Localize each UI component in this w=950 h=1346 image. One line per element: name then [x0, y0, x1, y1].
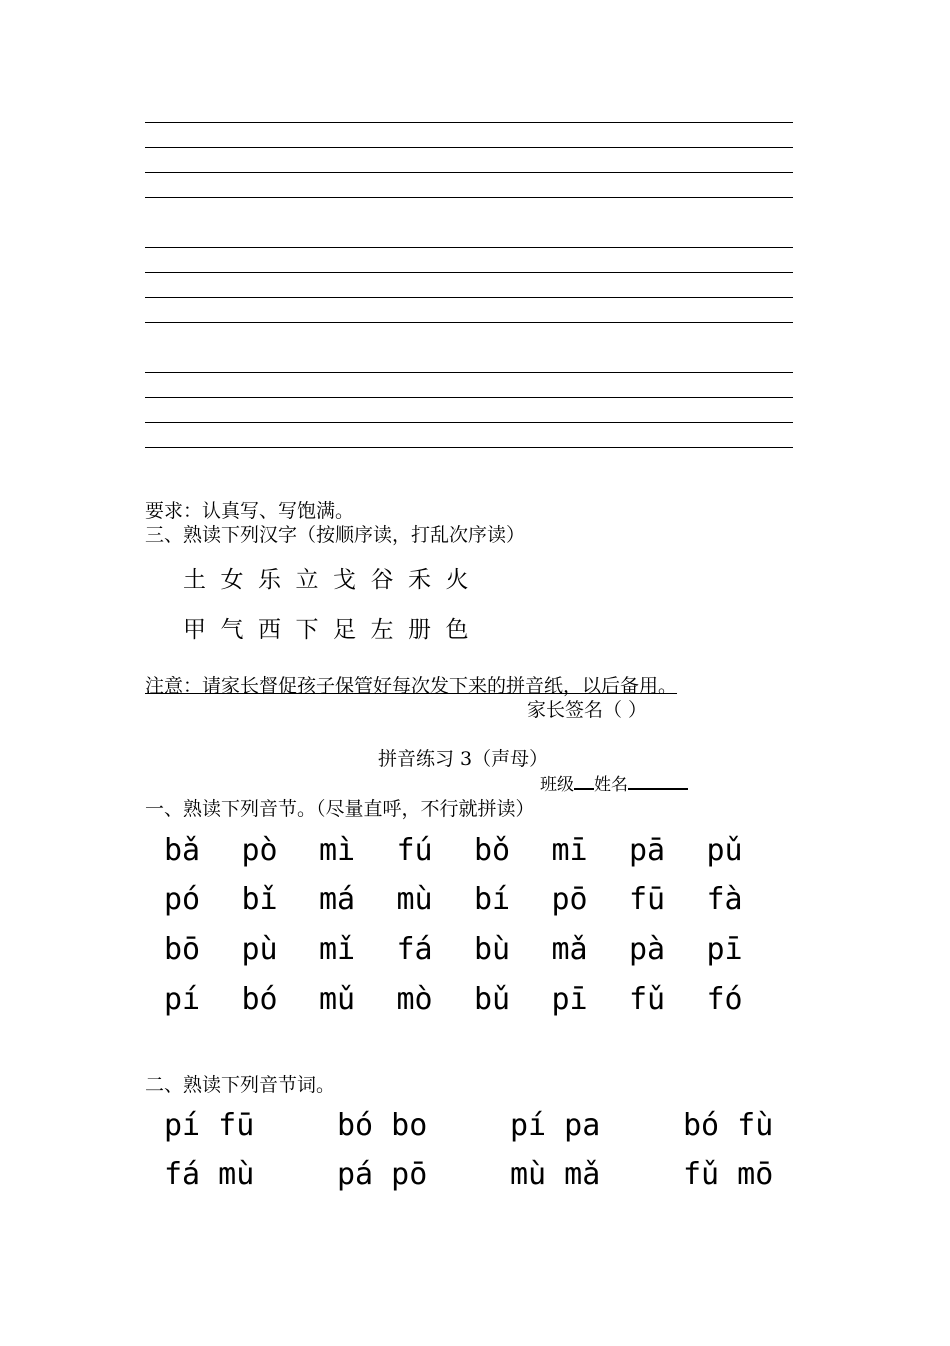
- syllable: pō: [551, 882, 588, 917]
- section3-title: 三、熟读下列汉字（按顺序读，打乱次序读）: [145, 524, 526, 546]
- syllable: bǒ: [474, 833, 511, 868]
- hanzi: 土: [183, 567, 206, 593]
- syllable: pó: [164, 882, 201, 917]
- syllable: mù: [396, 882, 433, 917]
- syllable: bǔ: [474, 982, 511, 1017]
- syllable: pù: [241, 932, 278, 967]
- syllable: bǎ: [164, 833, 201, 868]
- hanzi: 乐: [258, 567, 281, 593]
- hanzi: 色: [445, 617, 469, 643]
- hanzi: 左: [370, 617, 394, 643]
- syllable: fà: [706, 882, 743, 917]
- syllable-word: bó fù: [683, 1108, 774, 1143]
- hanzi: 立: [295, 567, 319, 593]
- requirement-text: 要求：认真写、写饱满。: [145, 500, 355, 522]
- writing-line: [145, 447, 793, 448]
- writing-line: [145, 272, 793, 273]
- syllable: má: [319, 882, 356, 917]
- syllable: mǎ: [551, 932, 588, 967]
- syllable: pò: [241, 833, 278, 868]
- writing-line: [145, 397, 793, 398]
- syllable-word: fǔ mō: [683, 1157, 774, 1192]
- syllable: fó: [706, 982, 743, 1017]
- syllable: mì: [319, 833, 356, 868]
- word-row: [164, 1157, 856, 1192]
- writing-line: [145, 422, 793, 423]
- syllable-row: [164, 833, 784, 868]
- class-label: 班级: [540, 775, 574, 795]
- syllable: bǐ: [241, 882, 278, 917]
- syllable-row: [164, 982, 784, 1017]
- hanzi: 禾: [408, 567, 431, 593]
- hanzi: 气: [220, 617, 244, 643]
- syllable-word: fá mù: [164, 1157, 255, 1192]
- hanzi: 火: [445, 567, 469, 593]
- syllable-row: [164, 932, 784, 967]
- syllable: fū: [629, 882, 666, 917]
- section2-title: 二、熟读下列音节词。: [145, 1074, 336, 1096]
- syllable-word: pí pa: [510, 1108, 601, 1143]
- syllable-word: pí fū: [164, 1108, 255, 1143]
- syllable: bù: [474, 932, 511, 967]
- hanzi: 谷: [370, 567, 394, 593]
- syllable: mī: [551, 833, 588, 868]
- hanzi-row: [183, 561, 483, 594]
- syllable: mǔ: [319, 982, 356, 1017]
- word-row: [164, 1108, 856, 1143]
- syllable: bó: [241, 982, 278, 1017]
- section1-title: 一、熟读下列音节。（尽量直呼，不行就拼读）: [145, 798, 535, 820]
- syllable: fǔ: [629, 982, 666, 1017]
- writing-line: [145, 172, 793, 173]
- syllable: fá: [396, 932, 433, 967]
- hanzi: 甲: [183, 617, 206, 643]
- hanzi: 足: [333, 617, 356, 643]
- practice-title: 拼音练习 3（声母）: [378, 748, 549, 770]
- syllable: pǔ: [706, 833, 743, 868]
- syllable: bí: [474, 882, 511, 917]
- writing-line: [145, 197, 793, 198]
- hanzi: 册: [408, 617, 431, 643]
- class-name-line: [540, 777, 688, 794]
- writing-line: [145, 322, 793, 323]
- hanzi: 西: [258, 617, 281, 643]
- syllable: pí: [164, 982, 201, 1017]
- name-blank[interactable]: [628, 788, 688, 790]
- hanzi: 下: [295, 617, 319, 643]
- parent-notice: 注意：请家长督促孩子保管好每次发下来的拼音纸，以后备用。: [145, 675, 678, 697]
- name-label: 姓名: [594, 775, 628, 795]
- hanzi: 女: [220, 567, 244, 593]
- writing-line: [145, 247, 793, 248]
- hanzi: 戈: [333, 567, 356, 593]
- syllable: fú: [396, 833, 433, 868]
- parent-signature: 家长签名（ ）: [527, 699, 648, 721]
- syllable-word: bó bo: [337, 1108, 428, 1143]
- hanzi-row: [183, 611, 483, 644]
- class-blank[interactable]: [574, 788, 594, 790]
- syllable: pā: [629, 833, 666, 868]
- syllable-word: mù mǎ: [510, 1157, 601, 1192]
- syllable: pī: [551, 982, 588, 1017]
- writing-line: [145, 372, 793, 373]
- syllable-word: pá pō: [337, 1157, 428, 1192]
- writing-line: [145, 147, 793, 148]
- writing-line: [145, 122, 793, 123]
- syllable: pà: [629, 932, 666, 967]
- syllable: mò: [396, 982, 433, 1017]
- writing-line: [145, 297, 793, 298]
- syllable: bō: [164, 932, 201, 967]
- syllable-row: [164, 882, 784, 917]
- syllable: mǐ: [319, 932, 356, 967]
- syllable: pī: [706, 932, 743, 967]
